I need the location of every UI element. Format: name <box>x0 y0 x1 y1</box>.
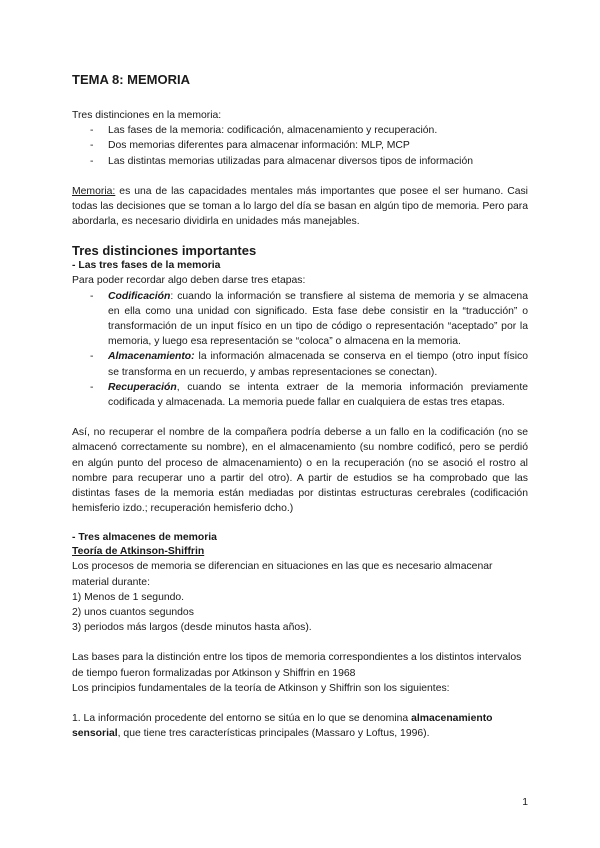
point-1-term: almacenamiento sensorial <box>72 713 493 740</box>
phase-text: , cuando se intenta extraer de la memoria información previamente codificada y almacenada. La memoria puede fallar en cualquiera de estas tres etapas. <box>108 381 528 409</box>
list-item: - Dos memorias diferentes para almacenar información: MLP, MCP <box>72 138 528 153</box>
durations-lead: Los procesos de memoria se diferencian en situaciones en las que es necesario almacenar material durante: <box>72 561 493 588</box>
phase-almacenamiento <box>72 349 528 379</box>
memoria-text: es una de las capacidades mentales más importantes que posee el ser humano. Casi todas las decisiones que se toman a lo largo del día se basan en algún tipo de memoria. Pero para abordarla, es necesario dividirla en unidades más manejables. <box>72 185 528 228</box>
principles-paragraph: Los principios fundamentales de la teoría de Atkinson y Shiffrin son los siguientes: <box>72 682 450 694</box>
page-title: TEMA 8: MEMORIA <box>72 72 190 87</box>
subsection-heading: - Tres almacenes de memoria <box>72 532 217 544</box>
section-heading: Tres distinciones importantes <box>72 243 257 259</box>
example-paragraph: Así, no recuperar el nombre de la compañera podría deberse a un fallo en la codificación (no se almacenó correctamente su nombre), en el almacenamiento (su nombre codificó, pero se perdió en algún punto del proceso de almacenamiento) o en la recuperación (no se asoció el rostro al nombre para recuperar uno a partir del otro). A partir de estudios se ha comprobado que las distintas fases de la memoria están mediadas por distintas estructuras cerebrales (codificación hemisferio izdo.; recuperación hemisferio dcho.) <box>72 427 528 515</box>
page-number: 1 <box>522 797 528 808</box>
duration-item: 3) periodos más largos (desde minutos hasta años). <box>72 622 312 634</box>
intro-list <box>72 123 528 169</box>
phases-list <box>72 289 528 411</box>
phase-term: Recuperación <box>108 381 177 393</box>
point-1-post: , que tiene tres características principales (Massaro y Loftus, 1996). <box>117 728 430 740</box>
point-1 <box>72 711 528 741</box>
phase-text: la información almacenada se conserva en el tiempo (otro input físico se transforma en un recuerdo, y ambas representaciones se conectan). <box>108 351 528 378</box>
memoria-term: Memoria: <box>72 185 116 197</box>
theory-heading: Teoría de Atkinson-Shiffrin <box>72 546 205 558</box>
duration-item: 1) Menos de 1 segundo. <box>72 591 185 603</box>
point-1-pre: 1. La información procedente del entorno se sitúa en lo que se denomina <box>72 713 412 725</box>
bases-paragraph: Las bases para la distinción entre los tipos de memoria correspondientes a los distintos intervalos de tiempo fueron formalizadas por Atkinson y Shiffrin en 1968 <box>72 652 522 679</box>
list-item: - Las distintas memorias utilizadas para almacenar diversos tipos de información <box>72 154 528 169</box>
phase-codificacion <box>72 289 528 350</box>
document-page <box>72 72 528 742</box>
list-item: - Las fases de la memoria: codificación, almacenamiento y recuperación. <box>72 123 528 138</box>
duration-item: 2) unos cuantos segundos <box>72 607 194 619</box>
phase-text: : cuando la información se transfiere al sistema de memoria y se almacena en ella como una unidad con significado. Esta fase debe consistir en la “traducción” o transformación de un input físico en un tipo de código o representación “aceptado” por la memoria, y luego esa representación se “coloca” o almacena en la memoria. <box>108 290 528 348</box>
phase-term: Almacenamiento: <box>108 351 195 363</box>
subsection-heading: - Las tres fases de la memoria <box>72 260 221 272</box>
phase-recuperacion <box>72 380 528 410</box>
phases-lead: Para poder recordar algo deben darse tres etapas: <box>72 275 306 287</box>
memoria-definition <box>72 184 528 230</box>
intro-lead: Tres distinciones en la memoria: <box>72 110 222 121</box>
phase-term: Codificación <box>108 290 171 302</box>
